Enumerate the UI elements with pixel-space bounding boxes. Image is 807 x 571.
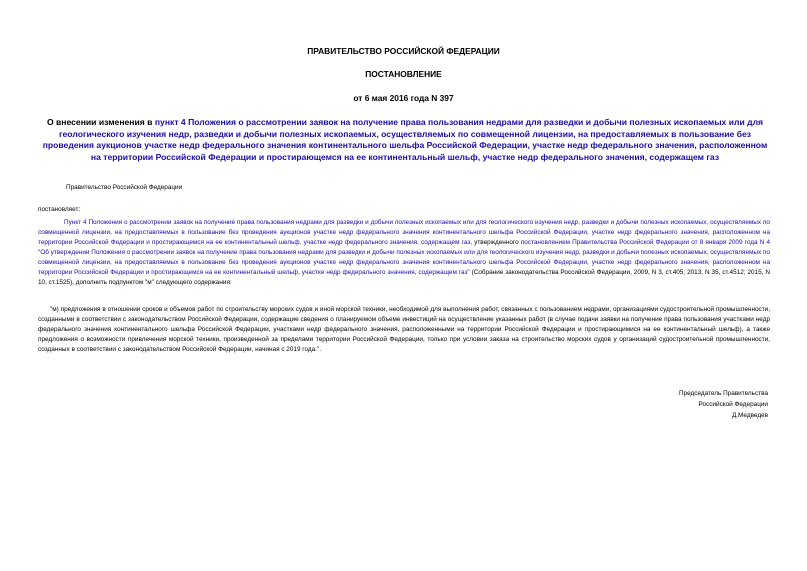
resolves-text: постановляет: <box>38 206 81 213</box>
signature-name: Д.Медведев <box>731 412 768 419</box>
title-regulation-link[interactable]: пункт 4 Положения о рассмотрении заявок на получение права пользования недрами для разведки и добычи полезных ископаемых или для геологического изучения недр, разведки и добычи полезных ископаемых, осуществляемых по совмещенной лицензии, на предоставляемых в пользование без проведения аукционов участке недр федерального значения континентального шельфа Российской Федерации, участке недр федерального значения, расположенном на территории Российской Федерации и простирающемся на ее континентальный шельф, участке недр федерального значения, содержащем газ <box>42 117 768 162</box>
intro-text: Правительство Российской Федерации <box>66 184 183 191</box>
amendment-text-1: , утвержденного <box>470 239 521 246</box>
document-title <box>40 117 770 163</box>
signature-position: Председатель Правительства <box>679 390 768 397</box>
resolution-link[interactable]: постановлением Правительства Российской Федерации от 8 января 2009 года N 4 "Об утверждении Положения о рассмотрении заявок на получение права пользования недрами для разведки и добычи полезных ископаемых или для геологического изучения недр, разведки и добычи полезных ископаемых, осуществляемых по совмещенной лицензии, на предоставляемых в пользование без проведения аукционов участке недр федерального значения континентального шельфа Российской Федерации, участке недр федерального значения, расположенном на территории Российской Федерации и простирающемся на ее континентальный шельф, участке недр федерального значения, содержащем газ" <box>38 239 770 276</box>
document-type-heading: ПОСТАНОВЛЕНИЕ <box>365 69 442 79</box>
government-heading: ПРАВИТЕЛЬСТВО РОССИЙСКОЙ ФЕДЕРАЦИИ <box>307 46 500 56</box>
amendment-paragraph <box>38 218 770 288</box>
amendment-text-2: (Собрание законодательства Российской Федерации, 2009, N 3, ст.405; 2013, N 35, ст.4512; 2015, N 10, ст.1525), дополнить подпунктом "м" следующего содержания: <box>38 269 770 286</box>
title-prefix: О внесении изменения в <box>46 117 155 127</box>
document-date-number: от 6 мая 2016 года N 397 <box>353 93 454 103</box>
signature-country: Российской Федерации <box>698 401 768 408</box>
subpoint-m-text: "м) предложения в отношении сроков и объемов работ по строительству морских судов и иной морской техники, необходимой для выполнения работ, связанных с пользованием недрами, организациями судостроительной промышленности, созданными в соответствии с законодательством Российской Федерации, содержащие сведения о планируемом объеме инвестиций на осуществление указанных работ (в случае подачи заявки на получение права пользования участками недр федерального значения континентального шельфа Российской Федерации, участками недр федерального значения, расположенными на территории Российской Федерации и простирающимися на ее континентальный шельф), а также предложения о возможности привлечения морской техники, произведенной за пределами территории Российской Федерации, только при условии заказа на строительство морских судов у организаций судостроительной промышленности, созданных в соответствии с законодательством Российской Федерации, начиная с 2019 года.". <box>38 306 770 353</box>
regulation-point-link[interactable]: Пункт 4 Положения о рассмотрении заявок на получение права пользования недрами для разведки и добычи полезных ископаемых или для геологического изучения недр, разведки и добычи полезных ископаемых, осуществляемых по совмещенной лицензии, на предоставляемых в пользование без проведения аукционов участке недр федерального значения континентального шельфа Российской Федерации, участке недр федерального значения, расположенном на территории Российской Федерации и простирающемся на ее континентальный шельф, участке недр федерального значения, содержащем газ <box>38 219 770 246</box>
